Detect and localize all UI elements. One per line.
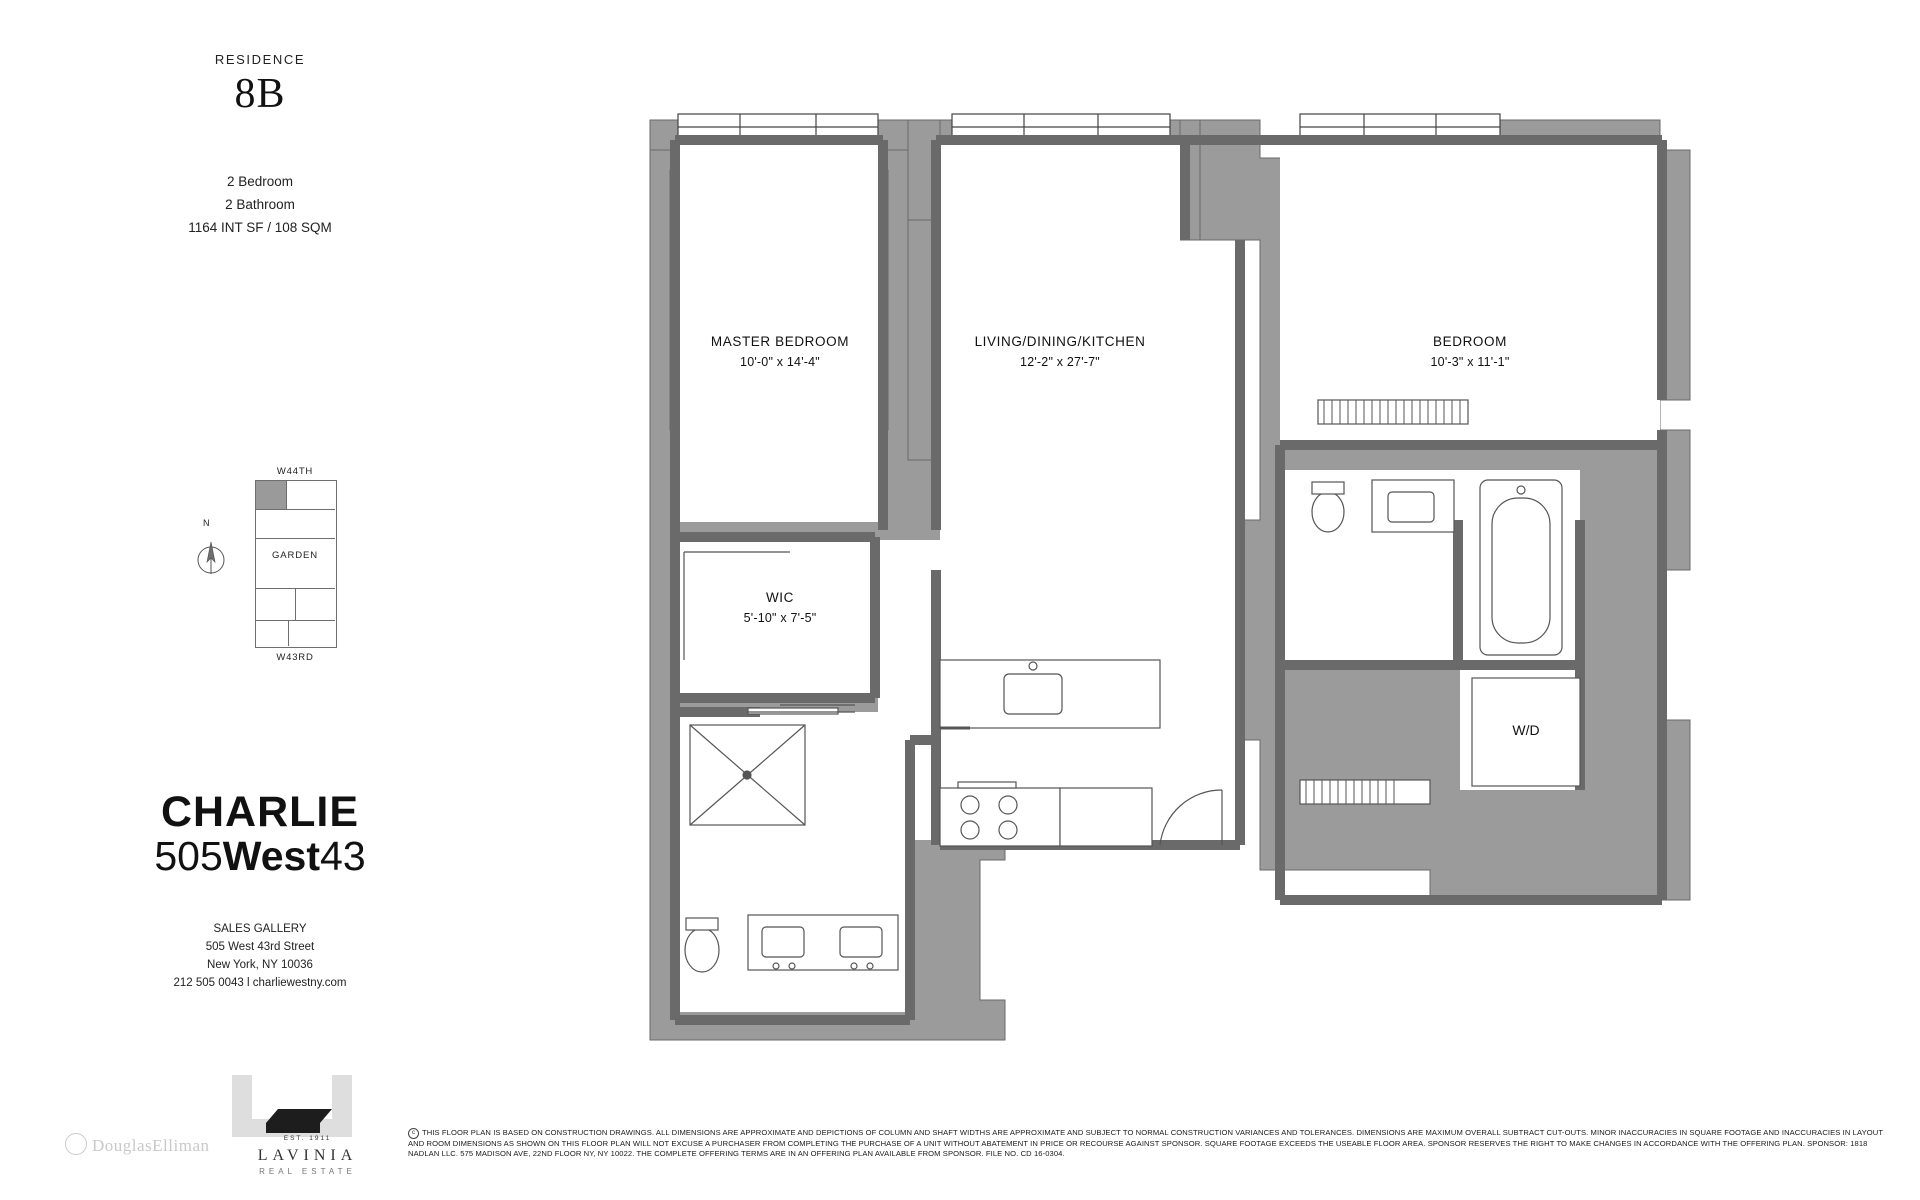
room-name-wic: WIC xyxy=(765,590,795,605)
spec-bathrooms: 2 Bathroom xyxy=(225,197,295,212)
room-dims-bedroom: 10'-3" x 11'-1" xyxy=(1430,355,1510,369)
room-label-wic xyxy=(680,588,880,628)
toilet-icon xyxy=(1312,492,1344,532)
label-wd: W/D xyxy=(1512,722,1540,738)
lavinia-team-logo xyxy=(220,1075,395,1180)
street-label-w43rd: W43RD xyxy=(276,652,314,663)
info-column xyxy=(0,0,520,1200)
copyright-icon: c xyxy=(408,1128,419,1139)
room-name-living: LIVING/DINING/KITCHEN xyxy=(974,334,1146,349)
douglas-elliman-logo xyxy=(65,1133,209,1156)
kitchen-sink-icon xyxy=(1004,674,1062,714)
lavinia-subtitle: REAL ESTATE xyxy=(259,1167,356,1176)
block-divider xyxy=(288,620,289,646)
room-label-living xyxy=(920,332,1200,372)
brand-logo xyxy=(0,790,520,878)
building-highlight xyxy=(256,481,286,509)
disclaimer-text xyxy=(408,1128,1888,1158)
logo-43: 43 xyxy=(320,833,366,879)
spec-area: 1164 INT SF / 108 SQM xyxy=(188,220,332,235)
block-divider xyxy=(286,480,287,509)
douglas-elliman-wordmark: DouglasElliman xyxy=(92,1136,210,1155)
closet-hall xyxy=(1300,780,1430,804)
douglas-elliman-mark-icon xyxy=(65,1133,87,1155)
residence-label: RESIDENCE xyxy=(214,52,306,67)
room-dims-living: 12'-2" x 27'-7" xyxy=(1020,355,1100,369)
logo-west: West xyxy=(222,833,321,879)
lavinia-name: LAVINIA xyxy=(257,1147,358,1164)
residence-specs xyxy=(0,170,520,239)
compass-north-label: N xyxy=(203,518,210,528)
room-floor-bedroom2 xyxy=(1280,142,1660,442)
block-divider xyxy=(255,620,335,621)
block-divider xyxy=(255,509,335,510)
site-key-map xyxy=(203,466,350,670)
logo-line-charlie: CHARLIE xyxy=(160,788,360,836)
logo-505: 505 xyxy=(154,833,223,879)
compass-icon xyxy=(185,530,237,582)
room-name-bedroom: BEDROOM xyxy=(1433,334,1507,349)
counter-run xyxy=(1060,788,1152,846)
lavinia-est-label: EST. 1911 xyxy=(283,1135,332,1142)
range-icon xyxy=(940,788,1060,846)
room-dims-wic: 5'-10" x 7'-5" xyxy=(743,611,817,625)
block-divider xyxy=(255,538,335,539)
sink-basin-icon xyxy=(1388,492,1434,522)
sink-basin-icon xyxy=(762,927,804,957)
room-label-bedroom xyxy=(1330,332,1610,372)
room-dims-master: 10'-0" x 14'-4" xyxy=(740,355,820,369)
floor-plan-drawing xyxy=(640,100,1880,1130)
block-divider xyxy=(295,588,296,620)
sales-gallery-title: SALES GALLERY xyxy=(213,923,307,935)
residence-number: 8B xyxy=(234,71,286,117)
sink-basin-icon xyxy=(840,927,882,957)
sales-gallery-address: 505 West 43rd Street xyxy=(205,941,315,953)
compass-rose xyxy=(185,518,237,582)
room-name-master: MASTER BEDROOM xyxy=(710,334,850,349)
sales-gallery-city: New York, NY 10036 xyxy=(207,959,313,971)
room-label-master xyxy=(680,332,880,372)
shower-drain-icon xyxy=(743,771,751,779)
spec-bedrooms: 2 Bedroom xyxy=(226,174,294,189)
sales-gallery-info xyxy=(0,920,520,992)
street-label-w44th: W44TH xyxy=(276,466,314,477)
garden-label: GARDEN xyxy=(271,550,319,561)
logo-line-address xyxy=(0,834,520,878)
toilet-icon xyxy=(685,928,719,972)
sales-gallery-contact[interactable]: 212 505 0043 l charliewestny.com xyxy=(173,977,347,989)
disclaimer-body: THIS FLOOR PLAN IS BASED ON CONSTRUCTION DRAWINGS. ALL DIMENSIONS ARE APPROXIMATE AND DEPICTIONS OF COLUMN AND SHAFT WIDTHS ARE APPROXIMATE AND SUBJECT TO NORMAL CONSTRUCTION VARIANCES AND TOLERANCES. DIMENSIONS ARE MAXIMUM OVERALL SUBTRACT CUT-OUTS. MINOR INACCURACIES IN SQUARE FOOTAGE AND INACCURACIES IN LAYOUT AND ROOM DIMENSIONS AS SHOWN ON THIS FLOOR PLAN WILL NOT EXCUSE A PURCHASER FROM COMPLETING THE PURCHASE OF A UNIT WITHOUT ABATEMENT IN PRICE OR RECOURSE AGAINST SPONSOR. SQUARE FOOTAGE EXCEEDS THE USEABLE FLOOR AREA. SPONSOR RESERVES THE RIGHT TO MAKE CHANGES IN ACCORDANCE WITH THE OFFERING PLAN. SPONSOR: 1818 NADLAN LLC. 575 MADISON AVE, 22ND FLOOR NY, NY 10022. THE COMPLETE OFFERING TERMS ARE IN AN OFFERING PLAN AVAILABLE FROM SPONSOR. FILE NO. CD 16-0304. xyxy=(408,1128,1883,1158)
